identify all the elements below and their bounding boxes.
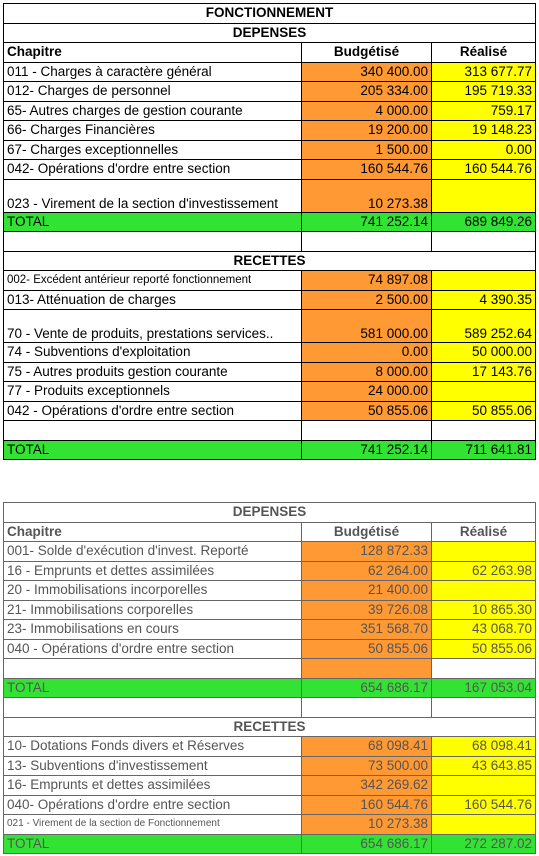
table-row bbox=[4, 343, 536, 363]
fonctionnement-table bbox=[3, 3, 536, 460]
total-realise: 272 287.02 bbox=[432, 834, 536, 854]
chapitre-label: 021 - Virement de la section de Fonctionnement bbox=[4, 815, 302, 835]
table-row bbox=[4, 542, 536, 562]
budget-value: 50 855.06 bbox=[302, 401, 432, 421]
realise-value: 50 855.06 bbox=[432, 639, 536, 659]
chapitre-label: 042- Opérations d'ordre entre section bbox=[4, 160, 302, 180]
chapitre-label: 77 - Produits exceptionnels bbox=[4, 382, 302, 402]
depenses-title-text: DEPENSES bbox=[4, 503, 536, 523]
table-row bbox=[4, 639, 536, 659]
recettes-title bbox=[4, 717, 536, 737]
chapitre-label: 013- Atténuation de charges bbox=[4, 290, 302, 310]
budget-value: 1 500.00 bbox=[302, 140, 432, 160]
table-row bbox=[4, 620, 536, 640]
budget-value: 50 855.06 bbox=[302, 639, 432, 659]
chapitre-label: 65- Autres charges de gestion courante bbox=[4, 101, 302, 121]
realise-value: 0.00 bbox=[432, 140, 536, 160]
table-row bbox=[4, 600, 536, 620]
realise-value: 50 855.06 bbox=[432, 401, 536, 421]
total-label: TOTAL bbox=[4, 678, 302, 698]
blank-cell bbox=[4, 232, 302, 252]
chapitre-label: 10- Dotations Fonds divers et Réserves bbox=[4, 737, 302, 757]
budget-value: 73 500.00 bbox=[302, 756, 432, 776]
total-realise: 689 849.26 bbox=[432, 212, 536, 232]
header-budgetise: Budgétisé bbox=[302, 43, 432, 63]
chapitre-label: 040 - Opérations d'ordre entre section bbox=[4, 639, 302, 659]
table-row bbox=[4, 62, 536, 82]
budget-value: 205 334.00 bbox=[302, 82, 432, 102]
total-budget: 654 686.17 bbox=[302, 678, 432, 698]
chapitre-label: 040- Opérations d'ordre entre section bbox=[4, 795, 302, 815]
chapitre-label: 002- Excédent antérieur reporté fonctionnement bbox=[4, 271, 302, 291]
budget-value: 160 544.76 bbox=[302, 160, 432, 180]
table-row bbox=[4, 776, 536, 796]
total-realise: 167 053.04 bbox=[432, 678, 536, 698]
total-row bbox=[4, 678, 536, 698]
table-row bbox=[4, 401, 536, 421]
realise-value: 10 865.30 bbox=[432, 600, 536, 620]
realise-value: 195 719.33 bbox=[432, 82, 536, 102]
total-budget: 654 686.17 bbox=[302, 834, 432, 854]
header-realise: Réalisé bbox=[432, 522, 536, 542]
total-row bbox=[4, 834, 536, 854]
table-row bbox=[4, 140, 536, 160]
chapitre-label: 012- Charges de personnel bbox=[4, 82, 302, 102]
total-realise: 711 641.81 bbox=[432, 440, 536, 460]
chapitre-label: 011 - Charges à caractère général bbox=[4, 62, 302, 82]
table-row bbox=[4, 179, 536, 212]
budget-value: 4 000.00 bbox=[302, 101, 432, 121]
column-header-row bbox=[4, 43, 536, 63]
budget-value: 62 264.00 bbox=[302, 561, 432, 581]
budget-value: 21 400.00 bbox=[302, 581, 432, 601]
blank-cell bbox=[302, 698, 432, 718]
realise-value: 50 000.00 bbox=[432, 343, 536, 363]
blank-row bbox=[4, 698, 536, 718]
blank-row bbox=[4, 232, 536, 252]
chapitre-label: 23- Immobilisations en cours bbox=[4, 620, 302, 640]
budget-value: 342 269.62 bbox=[302, 776, 432, 796]
blank-cell bbox=[432, 698, 536, 718]
chapitre-label: 75 - Autres produits gestion courante bbox=[4, 362, 302, 382]
budget-value: 128 872.33 bbox=[302, 542, 432, 562]
realise-value bbox=[432, 815, 536, 835]
blank-cell bbox=[302, 421, 432, 441]
blank-cell bbox=[432, 232, 536, 252]
table-row bbox=[4, 362, 536, 382]
chapitre-label: 13- Subventions d'investissement bbox=[4, 756, 302, 776]
blank-row bbox=[4, 421, 536, 441]
budget-value: 74 897.08 bbox=[302, 271, 432, 291]
recettes-title bbox=[4, 251, 536, 271]
realise-value: 160 544.76 bbox=[432, 160, 536, 180]
table-row bbox=[4, 581, 536, 601]
budget-value: 351 568.70 bbox=[302, 620, 432, 640]
realise-value bbox=[432, 179, 536, 212]
table-row bbox=[4, 121, 536, 141]
budget-value: 8 000.00 bbox=[302, 362, 432, 382]
chapitre-label: 16- Emprunts et dettes assimilées bbox=[4, 776, 302, 796]
total-budget: 741 252.14 bbox=[302, 440, 432, 460]
header-chapitre: Chapitre bbox=[4, 522, 302, 542]
budget-value: 39 726.08 bbox=[302, 600, 432, 620]
total-row bbox=[4, 212, 536, 232]
total-label: TOTAL bbox=[4, 834, 302, 854]
depenses-title-text: DEPENSES bbox=[4, 23, 536, 43]
depenses-title bbox=[4, 23, 536, 43]
chapitre-label: 20 - Immobilisations incorporelles bbox=[4, 581, 302, 601]
budget-value: 581 000.00 bbox=[302, 310, 432, 343]
table-row bbox=[4, 737, 536, 757]
blank-cell bbox=[432, 659, 536, 679]
realise-value: 17 143.76 bbox=[432, 362, 536, 382]
depenses-title bbox=[4, 503, 536, 523]
table-row bbox=[4, 561, 536, 581]
realise-value: 19 148.23 bbox=[432, 121, 536, 141]
table-row bbox=[4, 290, 536, 310]
chapitre-label: 74 - Subventions d'exploitation bbox=[4, 343, 302, 363]
budget-value: 340 400.00 bbox=[302, 62, 432, 82]
budget-value: 10 273.38 bbox=[302, 179, 432, 212]
blank-cell bbox=[302, 659, 432, 679]
blank-cell bbox=[432, 421, 536, 441]
recettes-title-text: RECETTES bbox=[4, 717, 536, 737]
budget-value: 2 500.00 bbox=[302, 290, 432, 310]
total-label: TOTAL bbox=[4, 440, 302, 460]
table-row bbox=[4, 815, 536, 835]
fonctionnement-title bbox=[4, 4, 536, 24]
investissement-table bbox=[3, 502, 536, 854]
total-label: TOTAL bbox=[4, 212, 302, 232]
table-row bbox=[4, 101, 536, 121]
realise-value: 43 643.85 bbox=[432, 756, 536, 776]
header-budgetise: Budgétisé bbox=[302, 522, 432, 542]
chapitre-label: 70 - Vente de produits, prestations services.. bbox=[4, 310, 302, 343]
blank-cell bbox=[302, 232, 432, 252]
budget-value: 10 273.38 bbox=[302, 815, 432, 835]
realise-value: 313 677.77 bbox=[432, 62, 536, 82]
realise-value bbox=[432, 382, 536, 402]
blank-cell bbox=[4, 659, 302, 679]
header-realise: Réalisé bbox=[432, 43, 536, 63]
budget-value: 19 200.00 bbox=[302, 121, 432, 141]
chapitre-label: 21- Immobilisations corporelles bbox=[4, 600, 302, 620]
realise-value bbox=[432, 776, 536, 796]
realise-value: 68 098.41 bbox=[432, 737, 536, 757]
total-budget: 741 252.14 bbox=[302, 212, 432, 232]
budget-value: 24 000.00 bbox=[302, 382, 432, 402]
realise-value bbox=[432, 542, 536, 562]
budget-value: 0.00 bbox=[302, 343, 432, 363]
blank-cell bbox=[4, 698, 302, 718]
blank-cell bbox=[4, 421, 302, 441]
realise-value: 62 263.98 bbox=[432, 561, 536, 581]
budget-value: 68 098.41 bbox=[302, 737, 432, 757]
chapitre-label: 16 - Emprunts et dettes assimilées bbox=[4, 561, 302, 581]
total-row bbox=[4, 440, 536, 460]
realise-value: 160 544.76 bbox=[432, 795, 536, 815]
budget-value: 160 544.76 bbox=[302, 795, 432, 815]
chapitre-label: 023 - Virement de la section d'investissement bbox=[4, 179, 302, 212]
table-row bbox=[4, 160, 536, 180]
table-row bbox=[4, 382, 536, 402]
realise-value: 759.17 bbox=[432, 101, 536, 121]
realise-value bbox=[432, 581, 536, 601]
chapitre-label: 001- Solde d'exécution d'invest. Reporté bbox=[4, 542, 302, 562]
realise-value bbox=[432, 271, 536, 291]
realise-value: 43 068.70 bbox=[432, 620, 536, 640]
chapitre-label: 67- Charges exceptionnelles bbox=[4, 140, 302, 160]
blank-row bbox=[4, 659, 536, 679]
table-row bbox=[4, 756, 536, 776]
table-row bbox=[4, 795, 536, 815]
table-row bbox=[4, 271, 536, 291]
fonctionnement-title-text: FONCTIONNEMENT bbox=[4, 4, 536, 24]
chapitre-label: 042 - Opérations d'ordre entre section bbox=[4, 401, 302, 421]
header-chapitre: Chapitre bbox=[4, 43, 302, 63]
realise-value: 4 390.35 bbox=[432, 290, 536, 310]
table-row bbox=[4, 310, 536, 343]
realise-value: 589 252.64 bbox=[432, 310, 536, 343]
recettes-title-text: RECETTES bbox=[4, 251, 536, 271]
column-header-row bbox=[4, 522, 536, 542]
chapitre-label: 66- Charges Financières bbox=[4, 121, 302, 141]
table-row bbox=[4, 82, 536, 102]
